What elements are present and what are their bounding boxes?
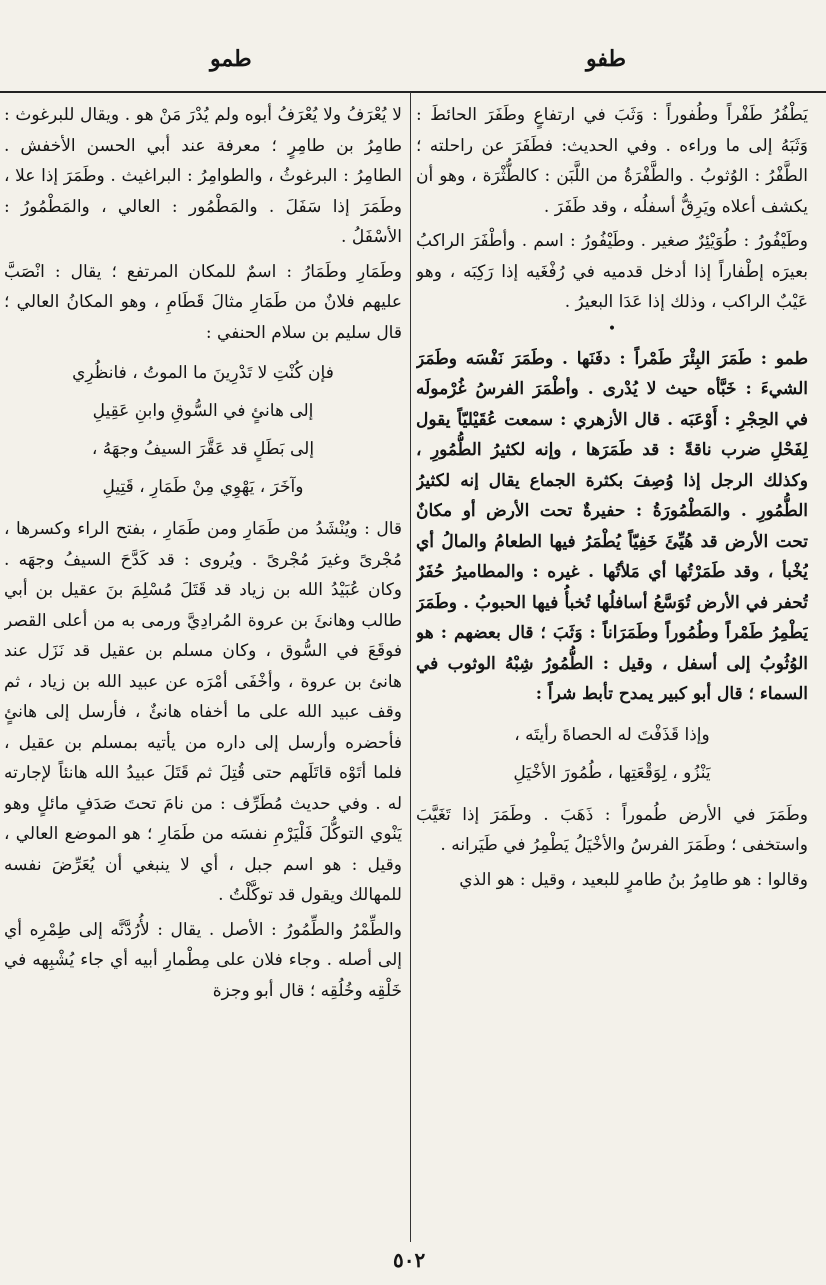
paragraph: وطَمَارِ وطَمَارُ : اسمٌ للمكان المرتفع ؛ يقال : انْصَبَّ عليهم فلانٌ من طَمَارِ مثالَ قَطَامِ ، وهو المكانُ العالي ؛ قال سليم بن سلام الحنفي : [4,261,402,343]
paragraph: يَطْفُرُ طَفْراً وطُفوراً : وَثَبَ في ارتفاعٍ وطَفَرَ الحائطَ : وَثَبَهُ إلى ما وراءه . وفي الحديث: فطَفَرَ عن راحلته ؛ الطَّفْرُ : الوُثوبُ . والطَّفْرَةُ من اللَّبَن : كالطُّثْرَة ، وهو أن يكشف أعلاه ويَرِقُّ أسفلُه ، وقد طَفَرَ . [416,105,808,217]
page-number: ٥٠٢ [393,1248,426,1272]
entry-paragraph: طمو : طَمَرَ البِئْرَ طَمْراً : دفَنَها . وطَمَرَ نَفْسَه وطَمَرَ الشيءَ : خَبَّأه حيث لا يُدْرى . وأطْمَرَ الفرسُ غُرْمولَه في الحِجْرِ : أَوْعَبَه . قال الأزهري : سمعت عُقَيْليّاً يقول لِفَحْلِ ضرب ناقةً : قد طَمَرَها ، وإنه لكثيرُ الطُّمُورِ ، وكذلك الرجل إذا وُصِفَ بكثرة الجماع يقال إنه لكثيرُ الطُّمُورِ . والمَطْمُورَةُ : حفيرةٌ تحت الأرض أو مكانٌ تحت الأرض قد هُيِّئَ خَفِيّاً يُطْمَرُ فيها الطعامُ والمالُ أي يُخْبأ ، وقد طَمَرْتُها أي مَلأتُها . غيره : والمطاميرُ حُفَرٌ تُحفر في الأرض تُوَسَّعُ أسافلُها تُخبأُ فيها الحبوبُ . وطَمَرَ يَطْمِرُ طَمْراً وطُمُوراً وطَمَرَاناً : وَثَبَ ؛ قال بعضهم : هو الوُثُوبُ إلى أسفل ، وقيل : الطُّمُورُ شِبْهُ الوثوب في السماء ؛ قال أبو كبير يمدح تأبط شراً : [416,348,808,704]
running-head-right: طفو [586,46,627,72]
verse-line: فإن كُنْتِ لا تَدْرِينَ ما الموتُ ، فانظُرِي [72,363,334,383]
verse-line: وإذا قَذَفْتَ له الحصاةَ رأيتَه ، [514,724,710,745]
left-column [4,100,402,1240]
verse-line: إلى بَطَلٍ قد عَقَّرَ السيفُ وجهَهُ ، [91,439,315,459]
verse-line: يَنْزُو ، لِوَقْعَتِها ، طُمُورَ الأخْيَلِ [513,762,711,783]
column-divider [410,92,411,1242]
paragraph: وطَيْفُورُ : طُوَيْئِرٌ صغير . وطَيْفُورُ : اسم . وأطْفَرَ الراكبُ بعيرَه إطْفاراً إذا أدخل قدميه في رُفْغَيه إذا رَكِبَه ، وهو عَيْبٌ الراكب ، وذلك إذا عَدَا البعيرُ . [416,231,808,312]
paragraph: وطَمَرَ في الأرض طُموراً : ذَهَبَ . وطَمَرَ إذا تَغَيَّبَ واستخفى ؛ وطَمَرَ الفرسُ والأخْيَلُ يَطْمِرُ في طَيَرانه . [416,804,808,855]
separator-dot: • [607,320,617,337]
right-column [416,100,808,1240]
paragraph: وقالوا : هو طامِرُ بنُ طامرٍ للبعيد ، وقيل : هو الذي [459,869,808,890]
verse-block [4,354,402,506]
header-rule [0,91,826,93]
running-head-left: طمو [210,46,252,72]
verse-line: إلى هانئٍ في السُّوقِ وابنِ عَقِيلِ [92,401,314,421]
paragraph: لا يُعْرَفُ ولا يُعْرَفُ أبوه ولم يُدْرَ مَنْ هو . ويقال للبرغوث : طامِرُ بن طامِرٍ ؛ معرفة عند أبي الحسن الأخفش . الطامِرُ : البرغوثُ ، والطوامِرُ : البراغيث . وطَمَرَ إذا علا ، وطَمَرَ إذا سَفَلَ . والمَطْمُور : العالي ، والمَطْمُورُ : الأسْفَلُ . [4,105,402,247]
paragraph: قال : ويُنْشَدُ من طَمَارِ ومن طَمَارِ ، بفتح الراء وكسرها ، مُجْرىً وغيرَ مُجْرىً . ويُروى : قد كَدَّحَ السيفُ وجهَه . وكان عُبَيْدُ الله بن زياد قد قَتَلَ مُسْلِمَ بنَ عقيل بن أبي طالب وهانئَ بن عروة المُرادِيَّ ورمى به من أعلى القصر فوقَعَ في السُّوق ، وكان مسلم بن عقيل قد نَزَل عند هانئ بن عروة ، وأخْفَى أمْرَه عن عبيد الله بن زياد ، ثم وقف عبيد الله على ما أخفاه هانئٌ ، فأرسل إلى هانئٍ فأحضره وأرسل إلى داره من يأتيه بمسلم بن عقيل ، فلما أتَوْه قاتَلَهم حتى قُتِلَ ثم قَتَلَ عبيدُ الله هانئاً لإجارته له . وفي حديث مُطَرِّف : من نامَ تحتَ صَدَفٍ مائلٍ وهو يَنْوي التوكُّلَ فَلْيَرْمِ نفسَه من طَمَارِ ؛ هو الموضع العالي ، وقيل : هو اسم جبل ، أي لا ينبغي أن يُعَرِّضَ نفسه للمهالك ويقول قد توكَّلْتُ . [4,519,402,905]
verse-block [416,716,808,792]
verse-line: وآخَرَ ، يَهْوِي مِنْ طَمَارِ ، قَتِيلِ [102,477,304,497]
paragraph: والطِّمْرُ والطِّمُورُ : الأصل . يقال : لأُرُدَّنَّه إلى طِمْرِه أي إلى أصله . وجاء فلان على مِطْمارِ أبيه أي جاء يُشْبِهه في خَلْقِه وخُلُقِه ؛ قال أبو وجزة [4,919,402,1001]
